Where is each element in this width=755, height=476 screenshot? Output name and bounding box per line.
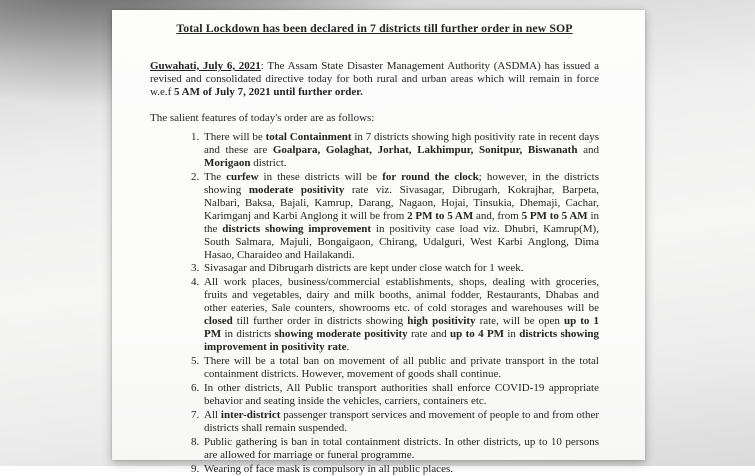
text-run: moderate positivity bbox=[248, 183, 345, 196]
text-run: There will be bbox=[204, 130, 266, 143]
text-run: for round the clock bbox=[382, 170, 479, 183]
text-run: in positivity case load viz. Dhubri, Kamrup(M), South Salmara, Majuli, Bongaigaon, Chirang, Udalguri, West Karbi Anglong, Dima Hasao, Charaideo and Hailakandi. bbox=[204, 222, 599, 261]
salient-features-line: The salient features of today's order are as follows: bbox=[150, 111, 375, 124]
intro-paragraph bbox=[150, 60, 599, 99]
text-run: in the bbox=[204, 209, 600, 235]
order-list-item bbox=[202, 276, 599, 354]
text-run: curfew bbox=[226, 170, 259, 183]
text-run: showing moderate positivity bbox=[274, 328, 408, 341]
text-run: in these districts will be bbox=[258, 170, 383, 183]
order-list-item bbox=[202, 463, 599, 476]
order-list-item bbox=[202, 382, 599, 408]
text-run: up to 4 PM bbox=[450, 328, 505, 341]
text-run: in 7 districts showing high positivity rate in recent days and these are bbox=[204, 130, 599, 156]
text-run: and bbox=[577, 143, 599, 156]
text-run: Goalpara, Golaghat, Jorhat, Lakhimpur, Sonitpur, Biswanath bbox=[272, 143, 578, 156]
text-run: 5 AM of July 7, 2021 until further order. bbox=[174, 85, 363, 98]
document-title: Total Lockdown has been declared in 7 districts till further order in new SOP bbox=[176, 21, 573, 35]
text-run: in districts bbox=[221, 328, 275, 341]
text-run: rate viz. Sivasagar, Dibrugarh, Kokrajhar, Barpeta, Nalbari, Baksa, Bajali, Kamrup, Darang, Nagaon, Hojai, Tinsukia, Dhemaji, Cachar, Karimganj and Karbi Anglong it will be from bbox=[204, 183, 600, 222]
order-list-item bbox=[202, 436, 599, 462]
text-run: district. bbox=[250, 156, 287, 169]
text-run: inter-district bbox=[220, 409, 281, 422]
order-list-item bbox=[202, 171, 599, 262]
order-list-item bbox=[202, 262, 599, 275]
text-run: high positivity bbox=[407, 315, 476, 328]
text-run: Guwahati, July 6, 2021 bbox=[150, 59, 261, 72]
text-run: rate, will be open bbox=[475, 315, 564, 328]
order-list-item bbox=[202, 409, 599, 435]
text-run: All bbox=[204, 409, 221, 422]
text-run: closed bbox=[204, 315, 233, 328]
text-run: 2 PM to 5 AM bbox=[407, 209, 474, 222]
text-run: The bbox=[204, 170, 227, 183]
text-run: till further order in districts showing bbox=[232, 315, 408, 328]
text-run: in bbox=[504, 328, 520, 341]
order-list bbox=[150, 131, 599, 476]
document-page bbox=[112, 10, 645, 475]
text-run: All work places, business/commercial establishments, shops, dealing with groceries, fruits and vegetables, dairy and milk booths, animal fodder, Restaurants, Dhabas and other eateries, Sale counters, showrooms etc. of cold storages and warehouses will be bbox=[204, 276, 599, 315]
text-run: total Containment bbox=[265, 130, 352, 143]
text-run: districts showing improvement bbox=[222, 222, 372, 235]
text-run: 5 PM to 5 AM bbox=[521, 209, 588, 222]
text-run: : The Assam State Disaster Management Authority (ASDMA) has issued a revised and consolidated directive today for both rural and urban areas which will remain in force w.e.f bbox=[150, 59, 599, 98]
text-run: passenger transport services and movement of people to and from other districts shall remain suspended. bbox=[204, 409, 599, 435]
order-list-item bbox=[202, 355, 599, 381]
text-run: In other districts, All Public transport authorities shall enforce COVID-19 appropriate behavior and seating inside the vehicles, carriers, containers etc. bbox=[204, 382, 599, 408]
text-run: districts showing improvement in positivity rate bbox=[204, 328, 600, 354]
text-run: rate and bbox=[407, 328, 451, 341]
order-list-item bbox=[202, 131, 599, 170]
text-run: Sivasagar and Dibrugarh districts are kept under close watch for 1 week. bbox=[204, 262, 524, 275]
text-run: and, from bbox=[473, 209, 522, 222]
text-run: There will be a total ban on movement of all public and private transport in the total containment districts. However, movement of goods shall continue. bbox=[204, 355, 599, 381]
text-run: Morigaon bbox=[204, 156, 251, 169]
text-run: up to 1 PM bbox=[204, 315, 600, 341]
text-run: . bbox=[346, 341, 350, 354]
text-run: ; however, in the districts showing bbox=[204, 170, 599, 196]
text-run: Wearing of face mask is compulsory in all public places. bbox=[204, 463, 453, 475]
text-run: Public gathering is ban in total containment districts. In other districts, up to 10 persons are allowed for marriage or funeral programme. bbox=[204, 436, 599, 462]
